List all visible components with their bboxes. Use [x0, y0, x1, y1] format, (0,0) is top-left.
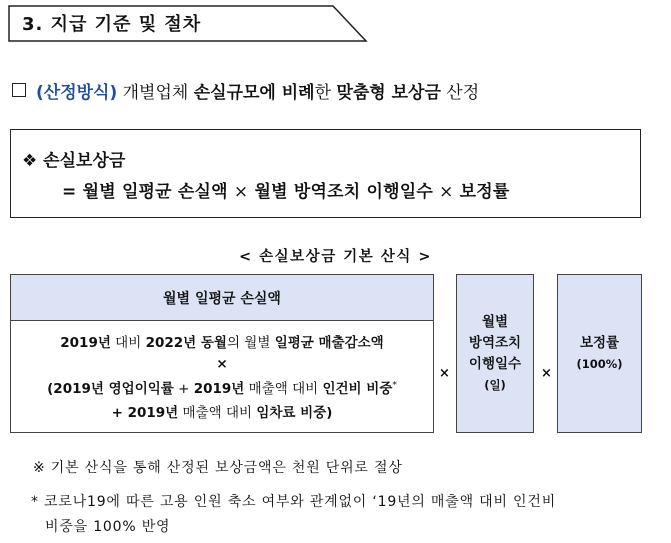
detail-text: 매출액 대비 — [244, 381, 323, 397]
correction-rate-box — [557, 274, 642, 433]
detail-rent-ratio: 임차료 비중) — [256, 405, 333, 421]
intro-text-5: 산정 — [440, 83, 480, 103]
detail-row-1 — [11, 331, 433, 351]
formula-box — [10, 129, 641, 218]
days-label-3: 이행일수 — [468, 355, 522, 372]
detail-month: 2022년 동월 — [145, 335, 227, 351]
formula-term-3: 보정률 — [459, 182, 510, 202]
intro-text-1: 개별업체 — [117, 83, 194, 103]
detail-plus: + — [173, 381, 194, 397]
diagram-subtitle: < 손실보상금 기본 산식 > — [238, 249, 433, 265]
detail-labor-ratio: 인건비 비중 — [322, 381, 393, 397]
detail-year: + 2019년 — [111, 405, 179, 421]
times-icon: × — [439, 366, 450, 381]
formula-line-2 — [62, 177, 510, 202]
detail-text: 의 월별 — [226, 335, 275, 351]
times-icon: × — [439, 182, 454, 202]
formula-equals: = — [62, 182, 77, 202]
intro-text-2: 손실규모에 비례 — [193, 83, 315, 103]
formula-term-2: 월별 방역조치 이행일수 — [254, 182, 433, 202]
correction-rate-label: 보정률 — [579, 334, 620, 351]
detail-row-4 — [11, 401, 433, 421]
intro-line — [36, 78, 479, 103]
daily-loss-header-box: 월별 일평균 손실액 — [10, 274, 434, 321]
note-footnote-line-1: * 코로나19에 따른 고용 인원 축소 여부와 관계없이 ‘19년의 매출액 대비 인건비 — [31, 494, 557, 510]
diamond-bullet-icon: ❖ — [22, 151, 38, 171]
days-label-1: 월별 — [481, 313, 509, 330]
intro-tag: (산정방식) — [36, 83, 118, 103]
times-icon: × — [541, 366, 552, 381]
footnote-marker: * — [392, 380, 397, 391]
formula-line-1 — [22, 146, 125, 171]
intro-text-4: 맞춤형 보상금 — [336, 83, 441, 103]
detail-year: 2019년 — [60, 335, 111, 351]
formula-term-1: 월별 일평균 손실액 — [82, 182, 228, 202]
detail-text: 대비 — [110, 335, 146, 351]
detail-row-3 — [11, 377, 433, 397]
daily-loss-detail-box — [10, 320, 434, 433]
section-title: 3. 지급 기준 및 절차 — [22, 14, 202, 35]
detail-decrease: 일평균 매출감소액 — [274, 335, 384, 351]
intro-text-3: 한 — [314, 83, 337, 103]
times-icon: × — [233, 182, 249, 202]
days-box — [456, 274, 534, 433]
checkbox-bullet-icon — [12, 83, 26, 97]
formula-name: 손실보상금 — [43, 151, 126, 171]
note-footnote-line-2: 비중을 100% 반영 — [45, 519, 171, 535]
detail-text: 매출액 대비 — [178, 405, 257, 421]
days-unit: (일) — [484, 377, 506, 392]
detail-year: 2019년 — [193, 381, 245, 397]
detail-profit-rate: (2019년 영업이익률 — [47, 381, 174, 397]
correction-rate-value: (100%) — [576, 356, 623, 371]
days-label-2: 방역조치 — [468, 334, 522, 351]
note-rounding: ※ 기본 산식을 통해 산정된 보상금액은 천원 단위로 절상 — [33, 460, 403, 476]
detail-times-icon: × — [216, 356, 228, 372]
